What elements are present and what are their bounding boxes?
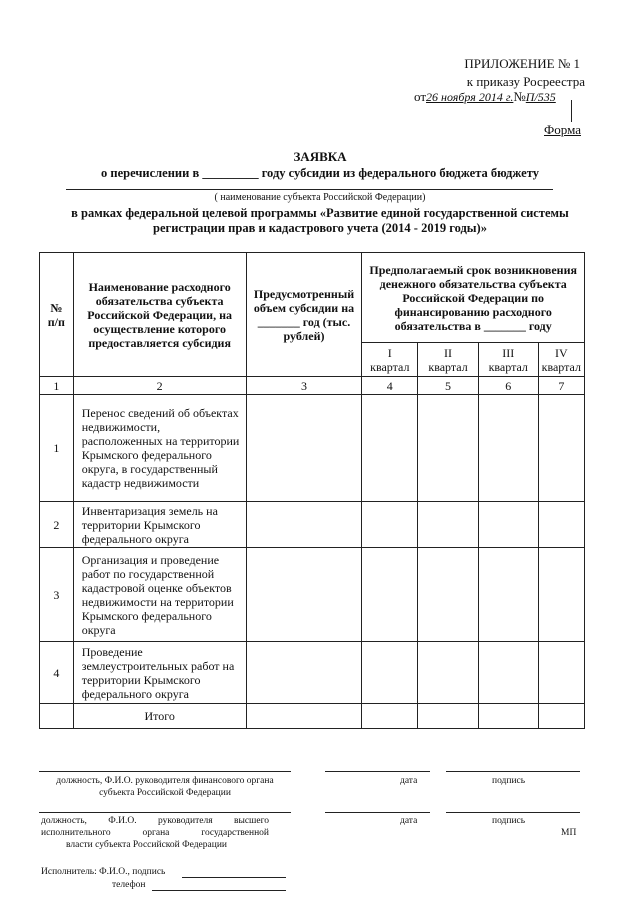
row-num: 3 (40, 548, 74, 642)
cell-q1 (362, 642, 418, 704)
cell-q2 (418, 395, 479, 502)
cell-q1 (362, 502, 418, 548)
header-planned: Предусмотренный объем субсидии на _______ год (тыс. рублей) (246, 253, 362, 377)
cell-q4 (538, 642, 584, 704)
table-row (40, 502, 585, 548)
total-num-cell (40, 704, 74, 729)
header-name: Наименование расходного обязательства субъекта Российской Федерации, на осуществление которого предоставляется субсидия (73, 253, 246, 377)
date-line-1 (325, 771, 430, 772)
header-term: Предполагаемый срок возникновения денежного обязательства субъекта Российской Федерации по финансированию расходного обязательства в _______ году (362, 253, 585, 343)
row-name: Проведение землеустроительных работ на территории Крымского федерального округа (73, 642, 246, 704)
header-q4: IV квартал (538, 343, 584, 377)
cell-planned (246, 704, 362, 729)
subject-hint: ( наименование субъекта Российской Федерации) (214, 192, 426, 203)
performer-line (182, 877, 286, 878)
header-q3: III квартал (478, 343, 538, 377)
cell-q2 (418, 502, 479, 548)
number-label: № (513, 89, 526, 104)
table-row (40, 642, 585, 704)
document-title: ЗАЯВКА (293, 149, 347, 164)
row-num: 4 (40, 642, 74, 704)
program-line-1: в рамках федеральной целевой программы «Развитие единой государственной системы (71, 206, 569, 220)
header-q2: II квартал (418, 343, 479, 377)
form-label: Форма (544, 122, 581, 137)
cell-planned (246, 548, 362, 642)
stamp-label: МП (561, 828, 577, 838)
from-label: от (414, 89, 427, 104)
phone-line (152, 890, 286, 891)
header-num: № п/п (40, 253, 74, 377)
col-number: 4 (362, 377, 418, 395)
appendix-order-ref: к приказу Росреестра (466, 74, 585, 89)
finance-head-caption: должность, Ф.И.О. руководителя финансового органа субъекта Российской Федерации (56, 776, 274, 798)
date-caption-1: дата (400, 776, 418, 786)
cell-planned (246, 395, 362, 502)
cell-q4 (538, 704, 584, 729)
cell-q3 (478, 548, 538, 642)
col-number: 3 (246, 377, 362, 395)
cell-q3 (478, 395, 538, 502)
appendix-date-line (414, 89, 556, 105)
subject-name-line (66, 189, 553, 190)
table-row (40, 548, 585, 642)
row-name: Инвентаризация земель на территории Крымского федерального округа (73, 502, 246, 548)
column-number-row (40, 377, 585, 395)
cell-planned (246, 502, 362, 548)
cell-q2 (418, 642, 479, 704)
col-number: 2 (73, 377, 246, 395)
cell-q2 (418, 704, 479, 729)
appendix-title: ПРИЛОЖЕНИЕ № 1 (464, 56, 580, 71)
phone-label: телефон (112, 880, 146, 890)
handwritten-date: 26 ноября 2014 г. (426, 90, 514, 104)
cell-q3 (478, 642, 538, 704)
sign-caption-2: подпись (492, 816, 526, 826)
cell-q1 (362, 395, 418, 502)
row-name: Организация и проведение работ по государственной кадастровой оценке объектов недвижимости на территории Крымского федерального округа (73, 548, 246, 642)
exec-head-line (39, 812, 291, 813)
date-line-2 (325, 812, 430, 813)
table-row (40, 395, 585, 502)
cell-q4 (538, 502, 584, 548)
exec-head-caption-1: должность, Ф.И.О. руководителя высшего (41, 816, 269, 826)
sign-line-2 (446, 812, 580, 813)
performer-label: Исполнитель: Ф.И.О., подпись (41, 867, 166, 877)
cell-q1 (362, 704, 418, 729)
handwritten-number: П/535 (525, 90, 556, 104)
header-q1: I квартал (362, 343, 418, 377)
heading-line: о перечислении в _________ году субсидии из федерального бюджета бюджету (101, 166, 539, 180)
program-line-2: регистрации прав и кадастрового учета (2014 - 2019 годы)» (153, 221, 487, 235)
row-num: 2 (40, 502, 74, 548)
col-number: 7 (538, 377, 584, 395)
cell-q3 (478, 502, 538, 548)
row-num: 1 (40, 395, 74, 502)
total-label: Итого (73, 704, 246, 729)
col-number: 6 (478, 377, 538, 395)
cell-q3 (478, 704, 538, 729)
finance-head-line (39, 771, 291, 772)
col-number: 5 (418, 377, 479, 395)
ink-stroke (571, 100, 572, 122)
date-caption-2: дата (400, 816, 418, 826)
row-name: Перенос сведений об объектах недвижимости, расположенных на территории Крымского федерального округа, в государственный кадастр недвижимости (73, 395, 246, 502)
exec-head-caption-3: власти субъекта Российской Федерации (66, 840, 227, 850)
cell-q4 (538, 548, 584, 642)
exec-head-caption-2: исполнительного органа государственной (41, 828, 269, 838)
subsidy-table (39, 252, 585, 729)
col-number: 1 (40, 377, 74, 395)
total-row (40, 704, 585, 729)
cell-q2 (418, 548, 479, 642)
sign-caption-1: подпись (492, 776, 526, 786)
cell-q1 (362, 548, 418, 642)
sign-line-1 (446, 771, 580, 772)
cell-planned (246, 642, 362, 704)
cell-q4 (538, 395, 584, 502)
